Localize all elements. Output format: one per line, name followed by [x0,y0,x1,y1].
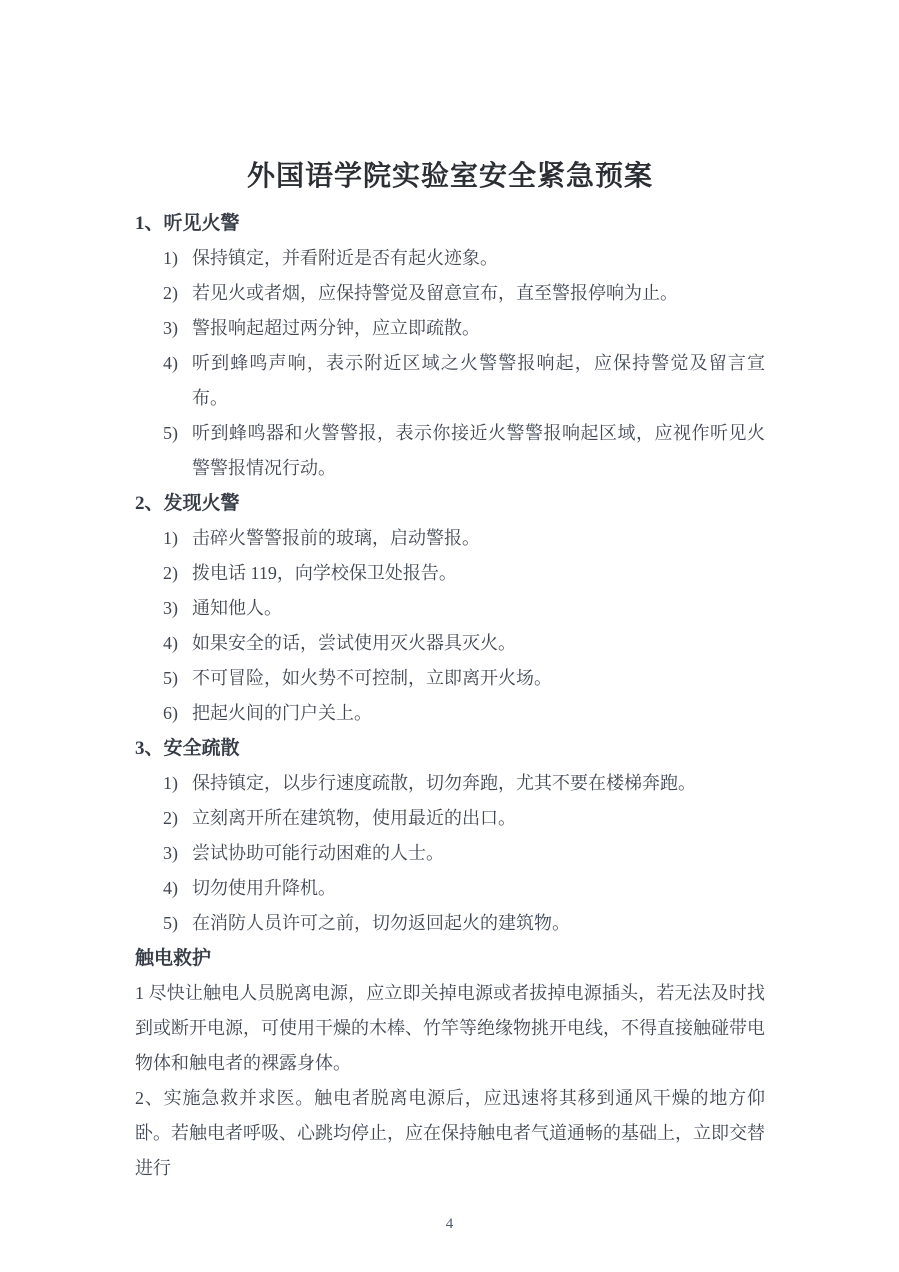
list-item-text: 把起火间的门户关上。 [192,703,372,723]
list-item-number: 6) [163,703,178,723]
list-item-number: 1) [163,248,178,268]
list-item [135,766,765,801]
list-item [135,556,765,591]
list-item-number: 3) [163,598,178,618]
list-item [135,661,765,696]
list-item-text: 击碎火警警报前的玻璃，启动警报。 [192,528,480,548]
list-item [135,801,765,836]
list-item [135,521,765,556]
list-item [135,346,765,416]
list-item-number: 5) [163,423,178,443]
list-item-text: 在消防人员许可之前，切勿返回起火的建筑物。 [192,913,570,933]
list-item [135,836,765,871]
list-item-number: 2) [163,808,178,828]
list-item [135,906,765,941]
section-heading-hearing-fire-alarm: 1、听见火警 [135,213,240,234]
list-item [135,311,765,346]
list-item-number: 2) [163,283,178,303]
list-item-number: 4) [163,878,178,898]
list-item [135,276,765,311]
list-item-text: 切勿使用升降机。 [192,878,336,898]
list-item-number: 1) [163,528,178,548]
list-item-text: 不可冒险，如火势不可控制，立即离开火场。 [192,668,552,688]
document-title: 外国语学院实验室安全紧急预案 [246,160,653,191]
list-item-number: 4) [163,633,178,653]
list-item [135,626,765,661]
section-heading-safe-evacuation: 3、安全疏散 [135,738,240,759]
list-item-text: 拨电话 119，向学校保卫处报告。 [192,563,457,583]
list-item [135,416,765,486]
list-item-text: 警报响起超过两分钟，应立即疏散。 [192,318,480,338]
list-item-number: 3) [163,843,178,863]
list-item [135,241,765,276]
list-item-number: 1) [163,773,178,793]
list-item-text: 如果安全的话，尝试使用灭火器具灭火。 [192,633,516,653]
list-item-text: 听到蜂鸣器和火警警报，表示你接近火警警报响起区域，应视作听见火警警报情况行动。 [192,423,765,478]
list-item-number: 5) [163,913,178,933]
list-item-text: 立刻离开所在建筑物，使用最近的出口。 [192,808,516,828]
page-number: 4 [445,1216,454,1232]
list-item-number: 3) [163,318,178,338]
list-item-text: 保持镇定，以步行速度疏散，切勿奔跑，尤其不要在楼梯奔跑。 [192,773,696,793]
list-item-number: 5) [163,668,178,688]
document-body [135,197,765,1186]
list-item-number: 4) [163,353,178,373]
list-item [135,591,765,626]
list-item-text: 若见火或者烟，应保持警觉及留意宣布，直至警报停响为止。 [192,283,678,303]
list-item-text: 听到蜂鸣声响，表示附近区域之火警警报响起，应保持警觉及留言宣布。 [192,353,765,408]
list-item-text: 通知他人。 [192,598,282,618]
paragraph-electric-shock-1: 1 尽快让触电人员脱离电源，应立即关掉电源或者拔掉电源插头，若无法及时找到或断开电源，可使用干燥的木棒、竹竿等绝缘物挑开电线，不得直接触碰带电物体和触电者的裸露身体。 [135,983,765,1073]
list-item-number: 2) [163,563,178,583]
section-heading-discovering-fire: 2、发现火警 [135,493,240,514]
paragraph-electric-shock-2: 2、实施急救并求医。触电者脱离电源后，应迅速将其移到通风干燥的地方仰卧。若触电者呼吸、心跳均停止，应在保持触电者气道通畅的基础上，立即交替进行 [135,1088,765,1178]
list-item [135,696,765,731]
list-item [135,871,765,906]
list-item-text: 保持镇定，并看附近是否有起火迹象。 [192,248,498,268]
section-heading-electric-shock-rescue: 触电救护 [135,948,212,969]
list-item-text: 尝试协助可能行动困难的人士。 [192,843,444,863]
